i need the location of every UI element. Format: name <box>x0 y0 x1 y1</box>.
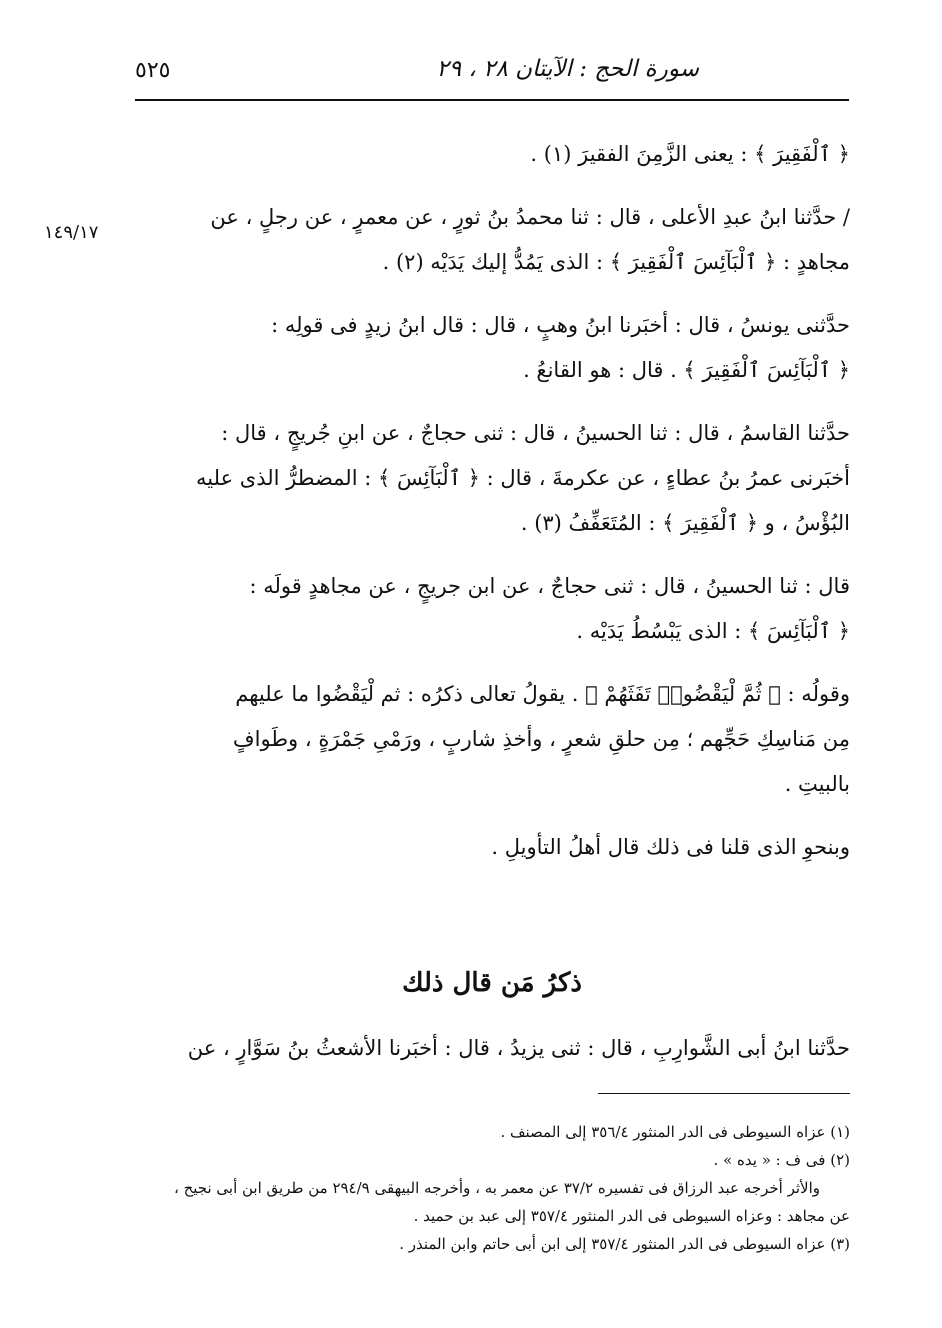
text-line: أخبَرنى عمرُ بنُ عطاءٍ ، عن عكرمةَ ، قال : ﴿ ٱلْبَآئِسَ ﴾ : المضطرُّ الذى عليه <box>196 466 850 490</box>
section-heading: ذكرُ مَن قال ذلك <box>402 968 582 998</box>
paragraph-1 <box>134 132 850 177</box>
page-header <box>135 52 849 98</box>
text-line: قال : ثنا الحسينُ ، قال : ثنى حجاجٌ ، عن ابن جريجٍ ، عن مجاهدٍ قولَه : <box>249 574 850 598</box>
paragraph-2 <box>134 195 850 285</box>
text-line: / حدَّثنا ابنُ عبدِ الأعلى ، قال : ثنا محمدُ بنُ ثورٍ ، عن معمرٍ ، عن رجلٍ ، عن <box>210 205 850 229</box>
footnote-2-continuation: والأثر أخرجه عبد الرزاق فى تفسيره ٣٧/٢ عن معمر به ، وأخرجه البيهقى ٢٩٤/٩ من طريق ابن أبى نجيح ، <box>173 1179 820 1197</box>
text-line: مِن مَناسِكِ حَجِّهم ؛ مِن حلقِ شعرٍ ، وأخذِ شاربٍ ، ورَمْىِ جَمْرَةٍ ، وطَوافٍ <box>232 727 850 751</box>
paragraph-4 <box>134 411 850 546</box>
text-line: ﴿ ٱلْفَقِيرَ ﴾ : يعنى الزَّمِنَ الفقيرَ (١) . <box>530 142 850 166</box>
text-line: مجاهدٍ : ﴿ ٱلْبَآئِسَ ٱلْفَقِيرَ ﴾ : الذى يَمُدُّ إليك يَدَيْه (٢) . <box>382 250 850 274</box>
text-line: ﴿ ٱلْبَآئِسَ ﴾ : الذى يَبْسُطُ يَدَيْه . <box>576 619 850 643</box>
footnote-2-continuation: عن مجاهد : وعزاه السيوطى فى الدر المنثور ٣٥٧/٤ إلى عبد بن حميد . <box>413 1207 850 1225</box>
running-title: سورة الحج : الآيتان ٢٨ ، ٢٩ <box>436 56 699 82</box>
header-rule <box>135 99 849 101</box>
paragraph-7 <box>134 825 850 870</box>
text-line: ﴿ ٱلْبَآئِسَ ٱلْفَقِيرَ ﴾ . قال : هو القانعُ . <box>523 358 850 382</box>
footnote-3: (٣) عزاه السيوطى فى الدر المنثور ٣٥٧/٤ إلى ابن أبى حاتم وابن المنذر . <box>399 1235 850 1253</box>
footnote-rule <box>598 1093 850 1094</box>
text-line: حدَّثنا القاسمُ ، قال : ثنا الحسينُ ، قال : ثنى حجاجٌ ، عن ابنِ جُريجٍ ، قال : <box>221 421 850 445</box>
main-text <box>134 132 850 888</box>
footnote-2: (٢) فى ف : « يده » . <box>713 1151 850 1169</box>
paragraph-6 <box>134 672 850 807</box>
paragraph-3 <box>134 303 850 393</box>
text-line: وبنحوِ الذى قلنا فى ذلك قال أهلُ التأويلِ . <box>491 835 850 859</box>
page-number: ٥٢٥ <box>135 58 171 83</box>
text-line: وقولُه : ﴿ ثُمَّ لْيَقْضُوا۟ تَفَثَهُمْ ﴾ . يقولُ تعالى ذكرُه : ثم لْيَقْضُوا ما عليهم <box>235 682 850 706</box>
paragraph-5 <box>134 564 850 654</box>
text-line: بالبيتِ . <box>784 772 850 796</box>
footnote-1: (١) عزاه السيوطى فى الدر المنثور ٣٥٦/٤ إلى المصنف . <box>500 1123 850 1141</box>
margin-volume-page-note: ١٤٩/١٧ <box>44 222 99 243</box>
footnotes <box>134 1118 850 1258</box>
text-line: حدَّثنى يونسُ ، قال : أخبَرنا ابنُ وهبٍ ، قال : قال ابنُ زيدٍ فى قولِه : <box>271 313 850 337</box>
paragraph-8: حدَّثنا ابنُ أبى الشَّوارِبِ ، قال : ثنى يزيدُ ، قال : أخبَرنا الأشعثُ بنُ سَوَّارٍ ، عن <box>187 1036 850 1060</box>
text-line: البُؤْسُ ، و ﴿ ٱلْفَقِيرَ ﴾ : المُتَعَفِّفُ (٣) . <box>520 511 850 535</box>
